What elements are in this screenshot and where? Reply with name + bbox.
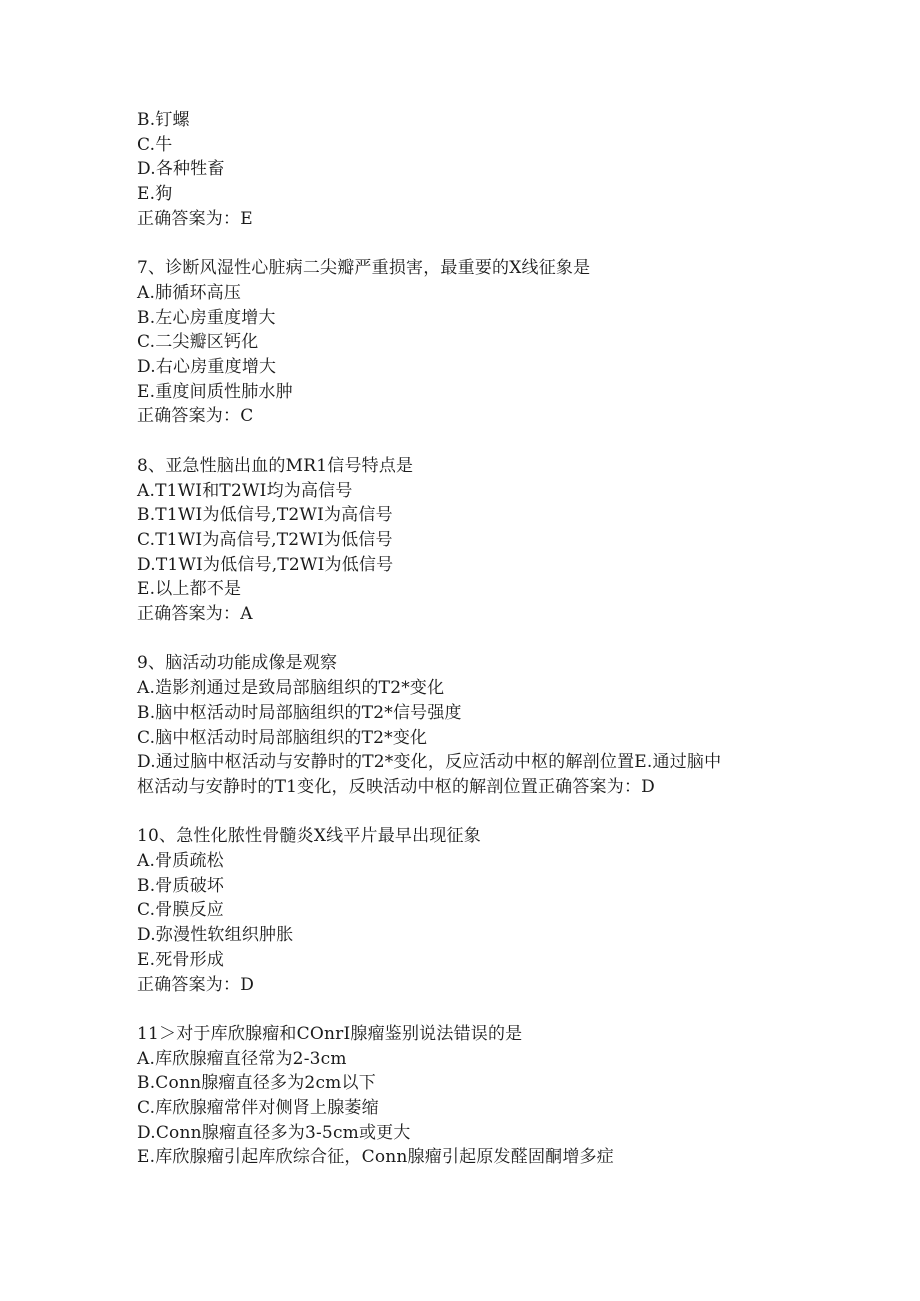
option-d: D.各种牲畜 — [137, 159, 225, 180]
question-stem: 11＞对于库欣腺瘤和COnrI腺瘤鉴别说法错误的是 — [137, 1023, 523, 1044]
question-stem: 10、急性化脓性骨髓炎X线平片最早出现征象 — [137, 826, 481, 847]
question-block-9 — [137, 651, 797, 799]
spacer — [137, 800, 797, 825]
option-b: B.钉螺 — [137, 110, 190, 130]
spacer — [137, 627, 797, 652]
question-block-prev — [137, 108, 797, 232]
option-d: D.T1WI为低信号,T2WI为低信号 — [137, 554, 394, 575]
option-a: A.骨质疏松 — [137, 851, 224, 872]
option-e: E.库欣腺瘤引起库欣综合征，Conn腺瘤引起原发醛固酮增多症 — [137, 1147, 614, 1168]
spacer — [137, 429, 797, 454]
option-d: D.Conn腺瘤直径多为3-5cm或更大 — [137, 1122, 411, 1143]
document-page — [137, 108, 797, 1170]
answer-line: 正确答案为：C — [137, 406, 254, 427]
option-d: D.弥漫性软组织肿胀 — [137, 925, 294, 946]
option-e: E.以上都不是 — [137, 579, 242, 600]
spacer — [137, 997, 797, 1022]
option-c: C.骨膜反应 — [137, 900, 225, 921]
question-block-7 — [137, 256, 797, 429]
option-a: A.造影剂通过是致局部脑组织的T2*变化 — [137, 678, 445, 699]
option-b: B.左心房重度增大 — [137, 307, 276, 328]
option-d: D.右心房重度增大 — [137, 357, 277, 378]
answer-line: 正确答案为：A — [137, 604, 253, 625]
question-stem: 8、亚急性脑出血的MR1信号特点是 — [137, 455, 414, 476]
answer-line: 正确答案为：E — [137, 208, 253, 229]
option-c: C.牛 — [137, 134, 173, 155]
option-a: A.肺循环高压 — [137, 282, 242, 303]
option-d-line-1: D.通过脑中枢活动与安静时的T2*变化，反应活动中枢的解剖位置E.通过脑中 — [137, 752, 722, 773]
question-block-11 — [137, 1022, 797, 1170]
question-block-8 — [137, 454, 797, 627]
option-c: C.二尖瓣区钙化 — [137, 332, 259, 353]
option-e: E.重度间质性肺水肿 — [137, 381, 293, 402]
option-b: B.脑中枢活动时局部脑组织的T2*信号强度 — [137, 702, 462, 723]
option-a: A.库欣腺瘤直径常为2-3cm — [137, 1048, 347, 1069]
option-a: A.T1WI和T2WI均为高信号 — [137, 480, 353, 501]
option-c: C.库欣腺瘤常伴对侧肾上腺萎缩 — [137, 1098, 379, 1119]
answer-line: 正确答案为：D — [137, 974, 255, 995]
option-c: C.T1WI为高信号,T2WI为低信号 — [137, 529, 393, 550]
option-e: E.狗 — [137, 184, 173, 205]
question-block-10 — [137, 824, 797, 997]
option-b: B.骨质破坏 — [137, 875, 225, 896]
option-e: E.死骨形成 — [137, 949, 225, 970]
option-b: B.Conn腺瘤直径多为2cm以下 — [137, 1073, 376, 1094]
spacer — [137, 232, 797, 257]
question-stem: 9、脑活动功能成像是观察 — [137, 653, 338, 674]
option-b: B.T1WI为低信号,T2WI为高信号 — [137, 505, 393, 526]
question-stem: 7、诊断风湿性心脏病二尖瓣严重损害，最重要的X线征象是 — [137, 258, 591, 279]
option-d-line-2: 枢活动与安静时的T1变化，反映活动中枢的解剖位置正确答案为：D — [137, 776, 655, 797]
option-c: C.脑中枢活动时局部脑组织的T2*变化 — [137, 727, 428, 748]
